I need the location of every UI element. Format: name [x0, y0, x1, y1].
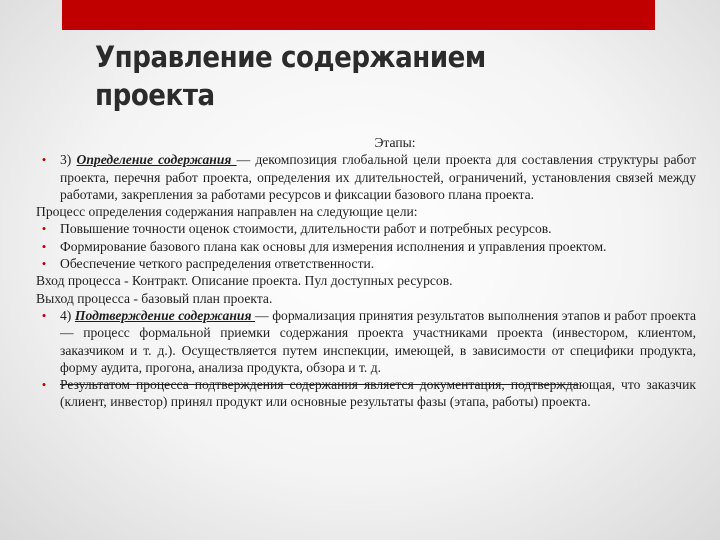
step-3-text: — декомпозиция глобальной цели проекта для составления структуры работ проекта, перечня работ проекта, определения их длительностей, ограничений, установления связей между работами, закрепления за работами ресурсов и фиксации базового плана проекта.	[60, 152, 696, 202]
bullet-dot-icon: •	[41, 307, 47, 323]
bullet-step-4	[36, 307, 696, 376]
process-goals-intro: Процесс определения содержания направлен на следующие цели:	[36, 204, 418, 220]
title-line-2: проекта	[95, 78, 215, 112]
step-4-term: Подтверждение содержания	[74, 307, 256, 323]
slide-body	[36, 134, 696, 411]
goal-2-text: Формирование базового плана как основы для измерения исполнения и управления проектом.	[60, 238, 607, 254]
bullet-dot-icon: •	[41, 238, 47, 254]
title-line-1: Управление содержанием	[95, 40, 486, 74]
goal-3-text: Обеспечение четкого распределения ответственности.	[60, 256, 375, 272]
bullet-step-3	[36, 151, 696, 203]
bullet-dot-icon: •	[41, 221, 47, 237]
step-3-prefix: 3)	[60, 152, 77, 168]
stages-subheading: Этапы:	[374, 135, 416, 150]
step-4-text: — формализация принятия результатов выполнения этапов и работ проекта — процесс формальной приемки содержания проекта участниками проекта (инвестором, клиентом, заказчиком и т. д.). Осуществляется путем инспекции, имеющей, в зависимости от специфики продукта, форму аудита, прогона, анализа продукта, обзора и т. д.	[60, 307, 697, 375]
slide-title	[95, 38, 599, 114]
step-4-prefix: 4)	[60, 307, 75, 323]
bullet-goal-1	[36, 220, 696, 237]
goal-1-text: Повышение точности оценок стоимости, длительности работ и потребных ресурсов.	[60, 221, 552, 237]
top-accent-bar	[62, 0, 655, 30]
step-3-term: Определение содержания	[76, 152, 237, 168]
bullet-goal-2	[36, 238, 696, 255]
bullet-result	[36, 376, 696, 411]
bullet-dot-icon: •	[41, 377, 47, 393]
bullet-goal-3	[36, 255, 696, 272]
result-struck-text: Результатом процесса подтверждения содержания является документация, подтвержда	[60, 377, 579, 393]
process-input: Вход процесса - Контракт. Описание проекта. Пул доступных ресурсов.	[36, 273, 453, 289]
bullet-dot-icon: •	[41, 152, 47, 168]
result-text: ющая, что заказчик (клиент, инвестор) принял продукт или основные результаты фазы (этапа, работы) проекта.	[60, 377, 696, 410]
process-output: Выход процесса - базовый план проекта.	[36, 290, 273, 306]
bullet-dot-icon: •	[41, 256, 47, 272]
